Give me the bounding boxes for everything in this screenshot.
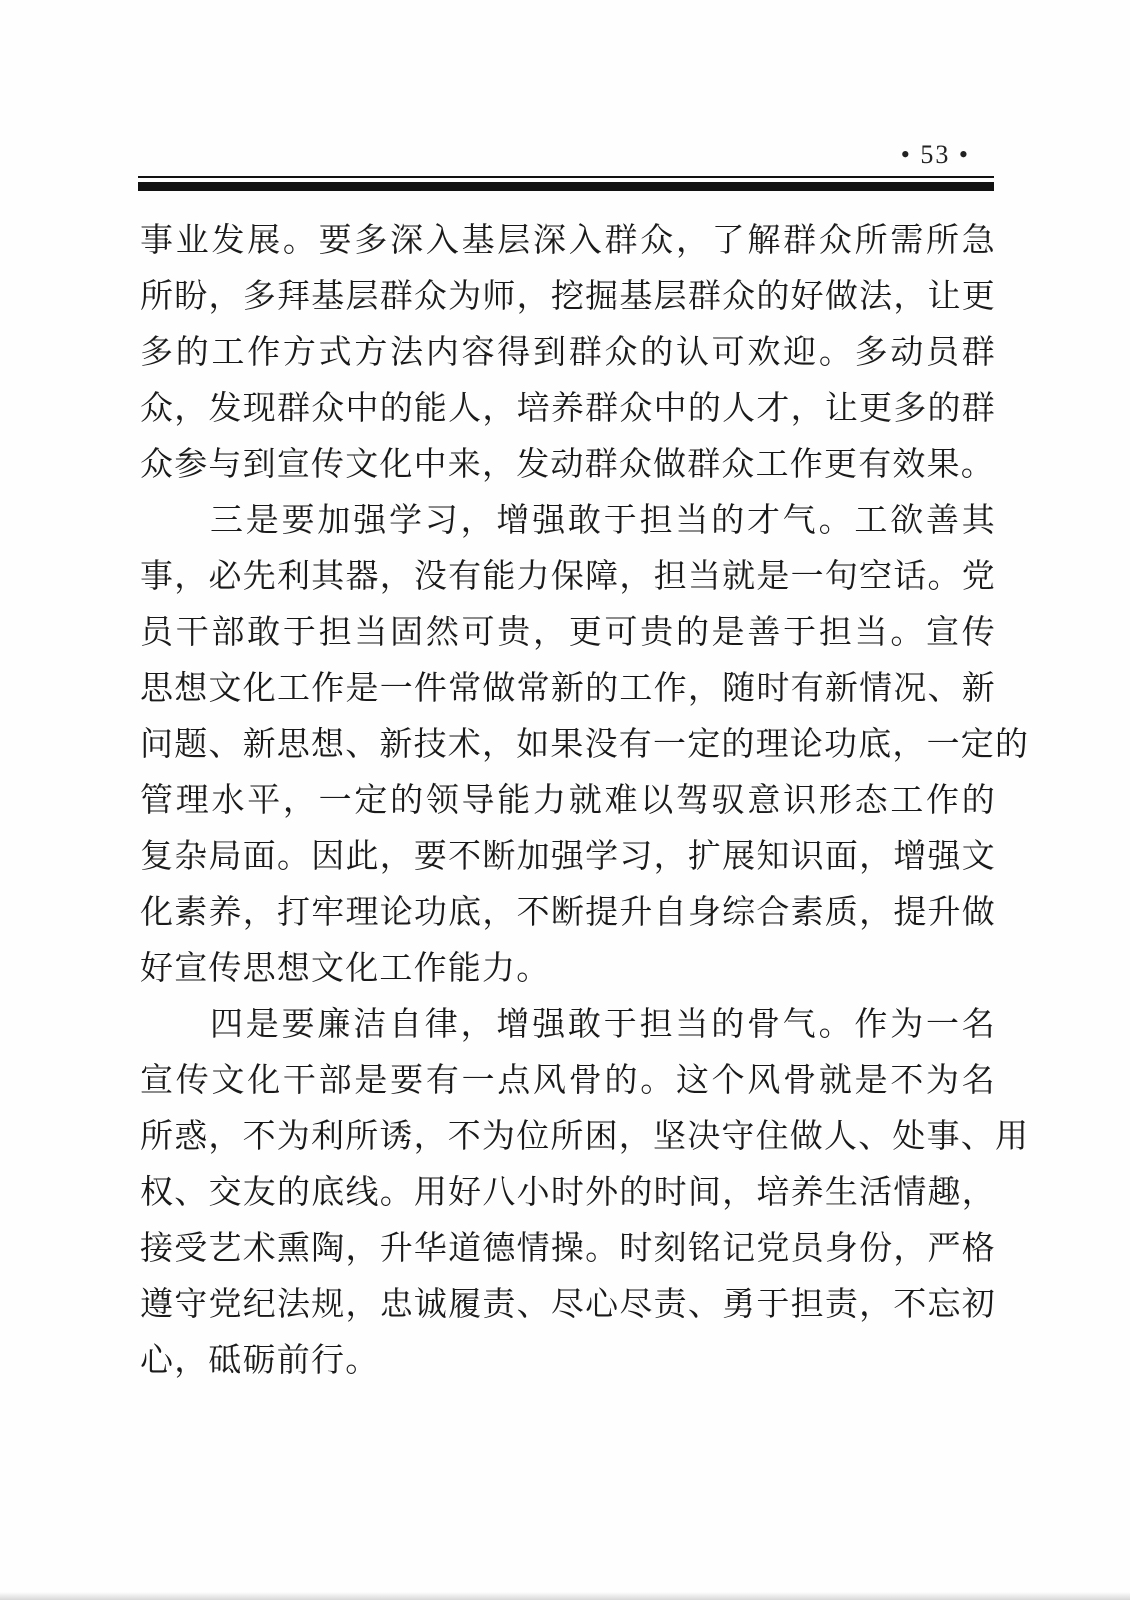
scan-edge-shadow (0, 1592, 1130, 1600)
text-line: 多的工作方式方法内容得到群众的认可欢迎。多动员群 (140, 332, 996, 371)
paragraph-3 (140, 996, 1030, 1388)
text-line: 事业发展。要多深入基层深入群众，了解群众所需所急 (140, 220, 996, 259)
text-line: 管理水平，一定的领导能力就难以驾驭意识形态工作的 (140, 780, 996, 819)
text-line: 四是要廉洁自律，增强敢于担当的骨气。作为一名 (210, 1004, 996, 1043)
text-line: 事，必先利其器，没有能力保障，担当就是一句空话。党 (140, 556, 996, 595)
text-line: 权、交友的底线。用好八小时外的时间，培养生活情趣， (140, 1172, 996, 1211)
page-number: • 53 • (900, 140, 970, 169)
text-line: 复杂局面。因此，要不断加强学习，扩展知识面，增强文 (140, 836, 996, 875)
text-line: 所盼，多拜基层群众为师，挖掘基层群众的好做法，让更 (140, 276, 996, 315)
header-rule-thick (138, 182, 994, 191)
text-line: 心，砥砺前行。 (140, 1340, 380, 1379)
body-text (140, 212, 1030, 1388)
text-line: 员干部敢于担当固然可贵，更可贵的是善于担当。宣传 (140, 612, 996, 651)
text-line: 所惑，不为利所诱，不为位所困，坚决守住做人、处事、用 (140, 1116, 1030, 1155)
text-line: 遵守党纪法规，忠诚履责、尽心尽责、勇于担责，不忘初 (140, 1284, 996, 1323)
paragraph-1 (140, 212, 996, 492)
header-rule-thin (138, 176, 994, 178)
text-line: 众，发现群众中的能人，培养群众中的人才，让更多的群 (140, 388, 996, 427)
text-line: 问题、新思想、新技术，如果没有一定的理论功底，一定的 (140, 724, 1030, 763)
text-line: 三是要加强学习，增强敢于担当的才气。工欲善其 (210, 500, 996, 539)
paragraph-2 (140, 492, 1030, 996)
text-line: 化素养，打牢理论功底，不断提升自身综合素质，提升做 (140, 892, 996, 931)
text-line: 众参与到宣传文化中来，发动群众做群众工作更有效果。 (140, 444, 995, 483)
text-line: 思想文化工作是一件常做常新的工作，随时有新情况、新 (140, 668, 996, 707)
text-line: 宣传文化干部是要有一点风骨的。这个风骨就是不为名 (140, 1060, 996, 1099)
text-line: 好宣传思想文化工作能力。 (140, 948, 551, 987)
text-line: 接受艺术熏陶，升华道德情操。时刻铭记党员身份，严格 (140, 1228, 996, 1267)
